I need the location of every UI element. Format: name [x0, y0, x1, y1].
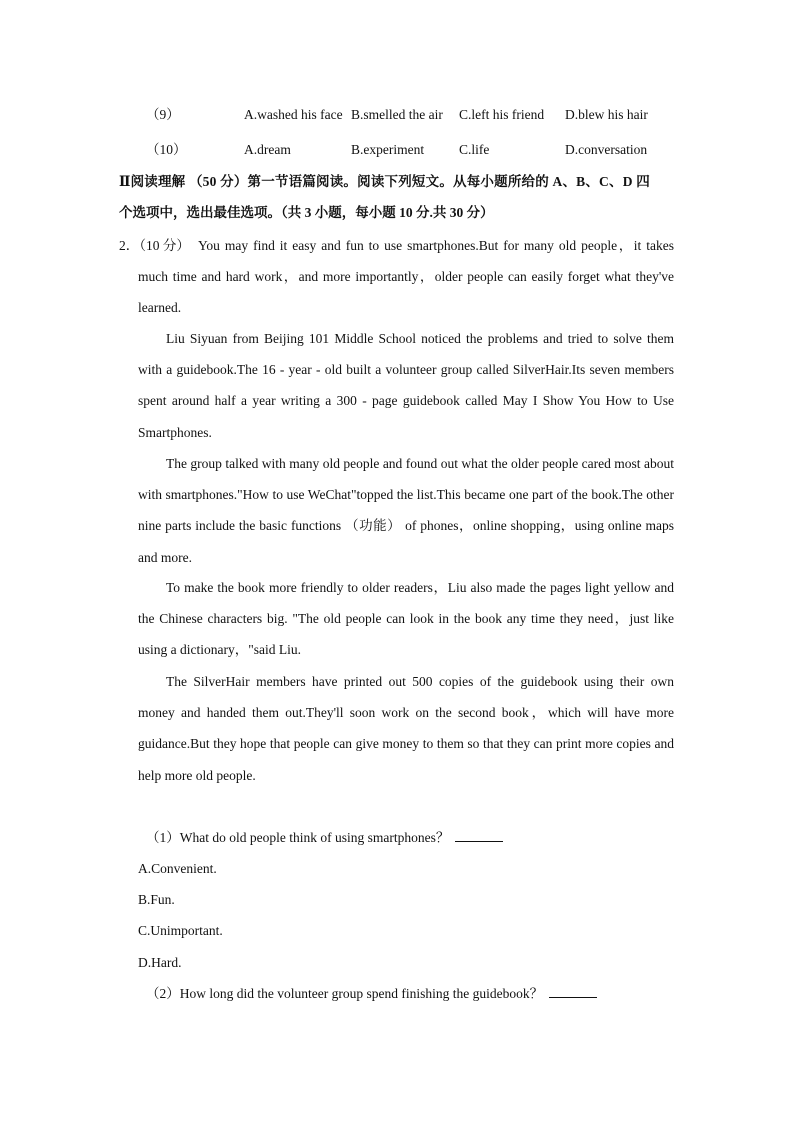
- option-b: B.smelled the air: [351, 107, 443, 122]
- passage-paragraph-2: Liu Siyuan from Beijing 101 Middle School noticed the problems and tried to solve them with a guidebook.The 16 - year - old built a volunteer group called SilverHair.Its seven members spent around half a year writing a 300 - page guidebook called May I Show You How to Use Smartphones.: [138, 331, 674, 440]
- option-d: D.blew his hair: [565, 107, 648, 122]
- option-d: D.conversation: [565, 142, 648, 157]
- option-d: D.Hard.: [138, 955, 182, 970]
- option-a: A.washed his face: [244, 107, 343, 122]
- option-c: C.left his friend: [459, 107, 545, 122]
- passage-paragraph-1: You may find it easy and fun to use smartphones.But for many old people，it takes much time and hard work，and more importantly，older people can easily forget what they've learned.: [138, 238, 674, 316]
- sub-question-stem: （2）How long did the volunteer group spend finishing the guidebook？: [146, 986, 544, 1001]
- option-number: （9）: [146, 107, 180, 122]
- option-a: A.Convenient.: [138, 861, 217, 876]
- option-b: B.experiment: [351, 142, 425, 157]
- answer-blank[interactable]: [549, 985, 597, 998]
- option-b: B.Fun.: [138, 892, 175, 907]
- section-heading-line2: 个选项中，选出最佳选项。（共 3 小题，每小题 10 分.共 30 分）: [119, 205, 494, 220]
- section-heading-line1: Ⅱ阅读理解 （50 分）第一节语篇阅读。阅读下列短文。从每小题所给的 A、B、C、D 四: [119, 174, 650, 189]
- passage-paragraph-5: The SilverHair members have printed out 500 copies of the guidebook using their own money and handed them out.They'll soon work on the second book，which will have more guidance.But they hope that people can give money to them so that they can print more copies and help more old people.: [138, 674, 674, 783]
- option-a: A.dream: [244, 142, 291, 157]
- passage-paragraph-3: The group talked with many old people and found out what the older people cared most about with smartphones."How to use WeChat"topped the list.This became one part of the book.The other nine parts include the basic functions （功能） of phones，online shopping，using online maps and more.: [138, 456, 674, 565]
- answer-blank[interactable]: [455, 829, 503, 842]
- option-c: C.life: [459, 142, 490, 157]
- option-number: （10）: [146, 142, 187, 157]
- option-c: C.Unimportant.: [138, 923, 223, 938]
- passage-paragraph-4: To make the book more friendly to older readers，Liu also made the pages light yellow and the Chinese characters big. "The old people can look in the book any time they need，just like using a dictionary，"said Liu.: [138, 580, 674, 658]
- question-number: 2．（10 分）: [119, 238, 190, 253]
- sub-question-stem: （1）What do old people think of using smartphones？: [146, 830, 450, 845]
